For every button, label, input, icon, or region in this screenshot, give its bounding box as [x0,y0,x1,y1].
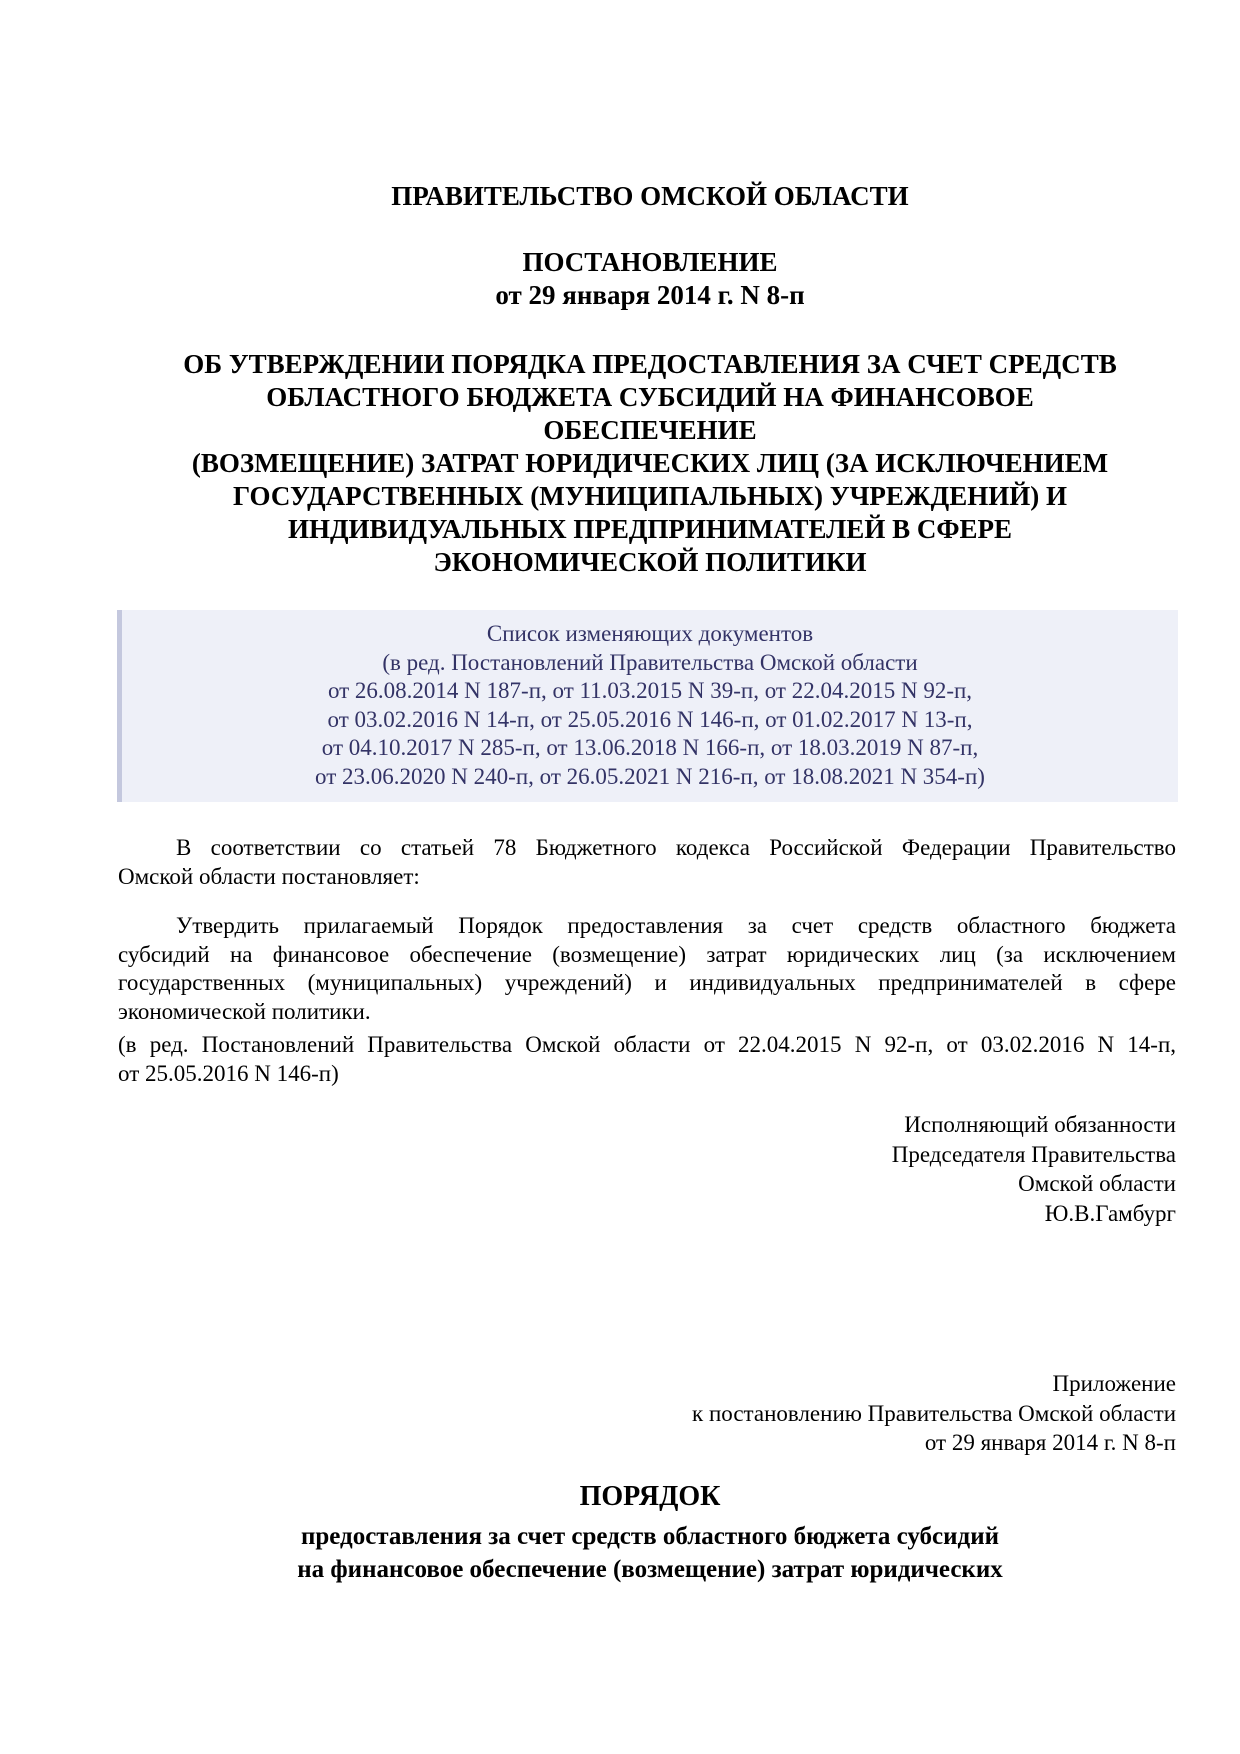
resolution-paragraph [118,912,1176,1026]
amendments-heading: Список изменяющих документов [486,621,814,646]
paragraph-line: от 25.05.2016 N 146-п) [118,1060,339,1086]
amendments-line: от 26.08.2014 N 187-п, от 11.03.2015 N 39-п, от 22.04.2015 N 92-п, [327,678,973,703]
paragraph-line: государственных (муниципальных) учреждений) и индивидуальных предпринимателей в сфере [118,970,1176,995]
title-line: (ВОЗМЕЩЕНИЕ) ЗАТРАТ ЮРИДИЧЕСКИХ ЛИЦ (ЗА ИСКЛЮЧЕНИЕМ [191,448,1109,478]
document-date: от 29 января 2014 г. N 8-п [495,280,805,310]
title-line: ОБ УТВЕРЖДЕНИИ ПОРЯДКА ПРЕДОСТАВЛЕНИЯ ЗА СЧЕТ СРЕДСТВ [183,349,1117,379]
amendments-line: от 23.06.2020 N 240-п, от 26.05.2021 N 216-п, от 18.08.2021 N 354-п) [315,763,985,789]
amendments-box [117,610,1178,802]
appendix-line: к постановлению Правительства Омской области [692,1400,1176,1426]
appendix-line: Приложение [1052,1371,1176,1396]
order-title: ПОРЯДОК [579,1481,721,1512]
title-line: ЭКОНОМИЧЕСКОЙ ПОЛИТИКИ [433,547,867,577]
order-subtitle [120,1520,1180,1586]
paragraph-line: В соответствии со статьей 78 Бюджетного кодекса Российской Федерации Правительство [176,835,1176,860]
amendments-line: (в ред. Постановлений Правительства Омской области [382,649,918,675]
amendment-note [118,1031,1176,1088]
preamble-paragraph [118,834,1176,891]
title-line: ИНДИВИДУАЛЬНЫХ ПРЕДПРИНИМАТЕЛЕЙ В СФЕРЕ [287,514,1013,544]
paragraph-line: субсидий на финансовое обеспечение (возмещение) затрат юридических лиц (за исключением [118,941,1176,967]
title-line: ОБЛАСТНОГО БЮДЖЕТА СУБСИДИЙ НА ФИНАНСОВОЕ [266,382,1034,412]
document-title [130,348,1170,579]
paragraph-line: Омской области постановляет: [118,863,420,889]
signature-block [700,1110,1176,1228]
signature-line: Омской области [1018,1171,1176,1196]
amendments-line: от 03.02.2016 N 14-п, от 25.05.2016 N 146-п, от 01.02.2017 N 13-п, [327,706,973,732]
order-subtitle-line: предоставления за счет средств областного бюджета субсидий [300,1523,1000,1550]
appendix-line: от 29 января 2014 г. N 8-п [924,1430,1176,1455]
amendments-line: от 04.10.2017 N 285-п, от 13.06.2018 N 166-п, от 18.03.2019 N 87-п, [321,735,979,760]
paragraph-line: (в ред. Постановлений Правительства Омской области от 22.04.2015 N 92-п, от 03.02.2016 N 14-п, [118,1032,1176,1057]
document-type: ПОСТАНОВЛЕНИЕ [522,247,778,277]
order-subtitle-line: на финансовое обеспечение (возмещение) затрат юридических [297,1556,1003,1583]
government-name: ПРАВИТЕЛЬСТВО ОМСКОЙ ОБЛАСТИ [391,181,909,211]
signature-line: Исполняющий обязанности [904,1112,1176,1137]
signature-line: Председателя Правительства [891,1141,1176,1167]
paragraph-line: Утвердить прилагаемый Порядок предоставления за счет средств областного бюджета [176,913,1176,938]
title-line: ОБЕСПЕЧЕНИЕ [543,415,757,445]
paragraph-line: экономической политики. [118,998,371,1024]
signatory-name: Ю.В.Гамбург [1044,1200,1176,1226]
appendix-reference [500,1369,1176,1458]
title-line: ГОСУДАРСТВЕННЫХ (МУНИЦИПАЛЬНЫХ) УЧРЕЖДЕНИЙ) И [233,481,1067,511]
